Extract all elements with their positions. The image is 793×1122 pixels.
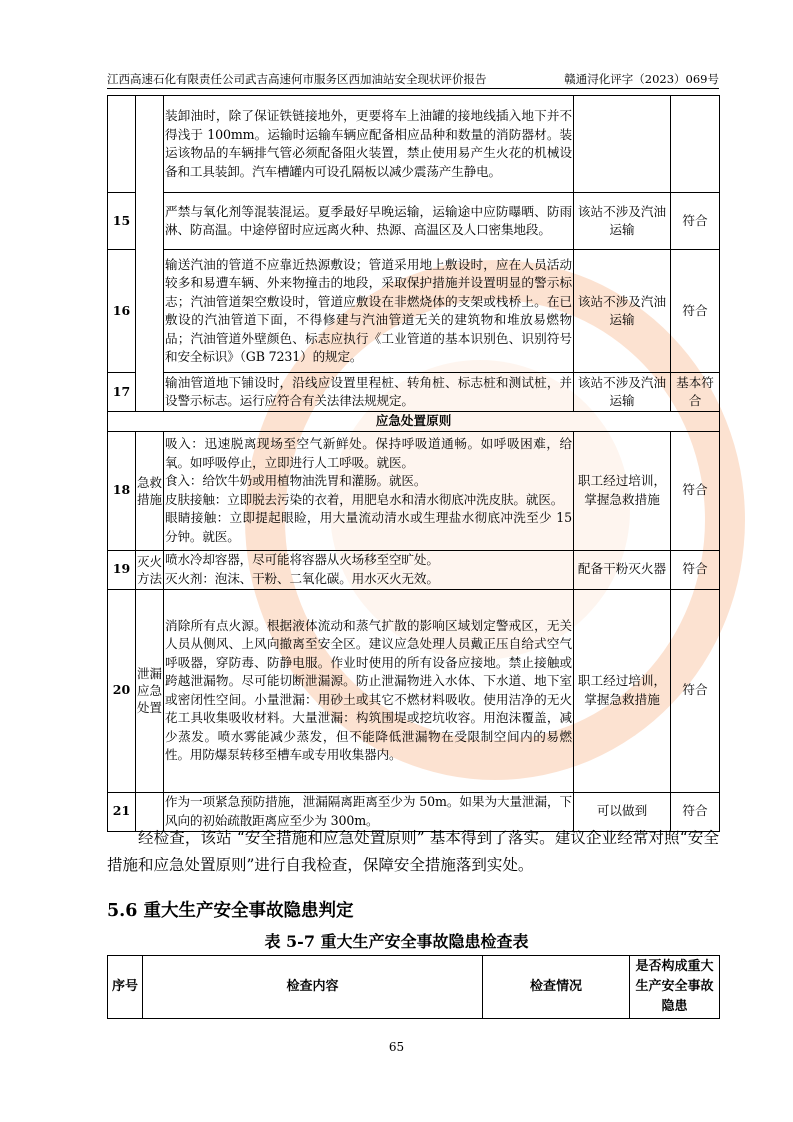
col-header-result: 是否构成重大生产安全事故隐患 — [630, 956, 720, 1019]
row-category: 急救措施 — [136, 431, 164, 550]
table-header-row — [108, 956, 720, 1019]
section-heading: 5.6 重大生产安全事故隐患判定 — [107, 901, 354, 921]
row-check: 该站不涉及汽油运输 — [574, 250, 671, 373]
row-content: 作为一项紧急预防措施，泄漏隔离距离至少为 50m。如果为大量泄漏，下风向的初始疏散距离应至少为 300m。 — [164, 792, 574, 831]
content-line: 吸入：迅速脱离现场至空气新鲜处。保持呼吸道通畅。如呼吸困难，给氧。如呼吸停止，立即进行人工呼吸。就医。 — [165, 436, 572, 470]
row-category: 灭火方法 — [136, 550, 164, 589]
row-result: 符合 — [671, 193, 720, 250]
content-line: 食入：给饮牛奶或用植物油洗胃和灌肠。就医。 — [165, 473, 427, 488]
row-category: 泄漏应急处置 — [136, 589, 164, 792]
row-content: 消除所有点火源。根据液体流动和蒸气扩散的影响区域划定警戒区，无关人员从侧风、上风向撤离至安全区。建议应急处理人员戴正压自给式空气呼吸器，穿防毒、防静电服。作业时使用的所有设备应接地。禁止接触或跨越泄漏物。尽可能切断泄漏源。防止泄漏物进入水体、下水道、地下室或密闭性空间。小量泄漏：用砂土或其它不燃材料吸收。使用洁净的无火花工具收集吸收材料。大量泄漏：构筑围堤或挖坑收容。用泡沫覆盖，减少蒸发。喷水雾能减少蒸发，但不能降低泄漏物在受限制空间内的易燃性。用防爆泵转移至槽车或专用收集器内。 — [164, 589, 574, 792]
hazard-check-table — [107, 955, 720, 1019]
row-content: 输油管道地下铺设时，沿线应设置里程桩、转角桩、标志桩和测试桩，并设警示标志。运行应符合有关法律法规规定。 — [164, 373, 574, 412]
row-check: 配备干粉灭火器 — [574, 550, 671, 589]
row-number: 17 — [108, 373, 136, 412]
row-result: 符合 — [671, 550, 720, 589]
table-row — [108, 373, 720, 412]
content-line: 喷水冷却容器，尽可能将容器从火场移至空旷处。 — [165, 552, 439, 567]
row-number: 15 — [108, 193, 136, 250]
row-number — [108, 96, 136, 193]
table-caption: 表 5-7 重大生产安全事故隐患检查表 — [264, 932, 529, 951]
col-header-check: 检查情况 — [483, 956, 630, 1019]
row-content: 严禁与氧化剂等混装混运。夏季最好早晚运输，运输途中应防曝晒、防雨淋、防高温。中途停留时应远离火种、热源、高温区及人口密集地段。 — [164, 193, 574, 250]
col-header-number: 序号 — [108, 956, 143, 1019]
content-line: 灭火剂：泡沫、干粉、二氧化碳。用水灭火无效。 — [165, 570, 439, 586]
row-check — [574, 96, 671, 193]
page-number: 65 — [388, 1040, 405, 1054]
col-header-content: 检查内容 — [143, 956, 483, 1019]
table-row — [108, 550, 720, 589]
row-check: 可以做到 — [574, 792, 671, 831]
section-row — [108, 412, 720, 432]
row-check: 职工经过培训，掌握急救措施 — [574, 589, 671, 792]
header-report-number: 赣通浔化评字（2023）069号 — [564, 72, 719, 86]
content-line: 皮肤接触：立即脱去污染的衣着，用肥皂水和清水彻底冲洗皮肤。就医。 — [165, 491, 564, 507]
row-result: 符合 — [671, 250, 720, 373]
row-result — [671, 96, 720, 193]
table-row — [108, 193, 720, 250]
row-check: 职工经过培训，掌握急救措施 — [574, 431, 671, 550]
table-row — [108, 431, 720, 550]
row-check: 该站不涉及汽油运输 — [574, 193, 671, 250]
safety-measures-table — [107, 95, 720, 832]
row-number: 19 — [108, 550, 136, 589]
row-result: 符合 — [671, 792, 720, 831]
row-number: 16 — [108, 250, 136, 373]
row-result: 符合 — [671, 431, 720, 550]
row-content: 输送汽油的管道不应靠近热源敷设；管道采用地上敷设时，应在人员活动较多和易遭车辆、外来物撞击的地段，采取保护措施并设置明显的警示标志；汽油管道架空敷设时，管道应敷设在非燃烧体的支架或栈桥上。在已敷设的汽油管道下面，不得修建与汽油管道无关的建筑物和堆放易燃物品；汽油管道外壁颜色、标志应执行《工业管道的基本识别色、识别符号和安全标识》（GB 7231）的规定。 — [164, 250, 574, 373]
row-result: 基本符合 — [671, 373, 720, 412]
row-content — [164, 550, 574, 589]
row-result: 符合 — [671, 589, 720, 792]
row-content: 装卸油时，除了保证铁链接地外，更要将车上油罐的接地线插入地下并不得浅于 100mm。运输时运输车辆应配备相应品种和数量的消防器材。装运该物品的车辆排气管必须配备阻火装置，禁止使用易产生火花的机械设备和工具装卸。汽车槽罐内可设孔隔板以减少震荡产生静电。 — [164, 96, 574, 193]
table-row — [108, 96, 720, 193]
row-number: 20 — [108, 589, 136, 792]
summary-paragraph: 经检查，该站 “安全措施和应急处置原则” 基本得到了落实。建议企业经常对照“安全措施和应急处置原则”进行自我检查，保障安全措施落到实处。 — [107, 829, 719, 874]
row-number: 18 — [108, 431, 136, 550]
table-row — [108, 250, 720, 373]
row-number: 21 — [108, 792, 136, 831]
row-check: 该站不涉及汽油运输 — [574, 373, 671, 412]
header-report-title: 江西高速石化有限责任公司武吉高速何市服务区西加油站安全现状评价报告 — [107, 72, 487, 86]
section-title: 应急处置原则 — [108, 412, 720, 432]
page-header — [107, 70, 719, 89]
row-content — [164, 431, 574, 550]
row-category — [136, 96, 164, 412]
table-row — [108, 589, 720, 792]
content-line: 眼睛接触：立即提起眼睑，用大量流动清水或生理盐水彻底冲洗至少 15 分钟。就医。 — [165, 510, 572, 544]
